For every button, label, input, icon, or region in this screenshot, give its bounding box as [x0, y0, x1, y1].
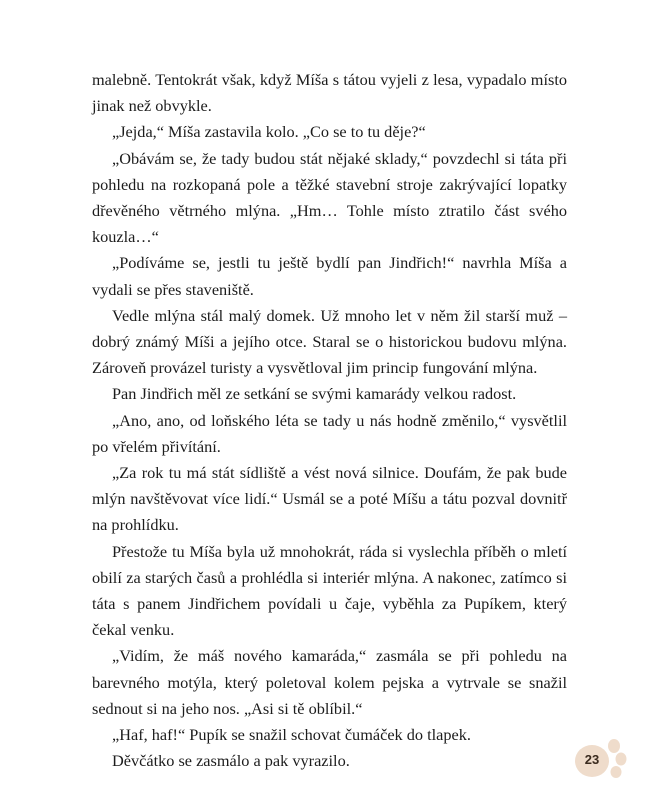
paragraph: Přestože tu Míša byla už mnohokrát, ráda si vyslechla příběh o mletí obilí za starých časů a prohlédla si interiér mlýna. A nakonec, zatímco si táta s panem Jindřichem povídali u čaje, vyběhla za Pupíkem, který čekal venku.: [92, 541, 567, 640]
paragraph: „Podíváme se, jestli tu ještě bydlí pan Jindřich!“ navrhla Míša a vydali se přes staveniště.: [92, 253, 567, 299]
page-number: 23: [584, 752, 600, 767]
paragraph: Vedle mlýna stál malý domek. Už mnoho let v něm žil starší muž – dobrý známý Míši a jejího otce. Staral se o historickou budovu mlýna. Zároveň provázel turisty a vysvětloval jim princip fungování mlýna.: [92, 305, 567, 378]
paragraph: „Vidím, že máš nového kamaráda,“ zasmála se při pohledu na barevného motýla, který poletoval kolem pejska a vytrvale se snažil sednout si na jeho nos. „Asi si tě oblíbil.“: [92, 646, 567, 718]
paragraph: „Za rok tu má stát sídliště a vést nová silnice. Doufám, že pak bude mlýn navštěvovat více lidí.“ Usmál se a poté Míšu a tátu pozval dovnitř na prohlídku.: [92, 463, 567, 535]
paragraph: Děvčátko se zasmálo a pak vyrazilo.: [112, 751, 350, 771]
paragraph: „Haf, haf!“ Pupík se snažil schovat čumáček do tlapek.: [112, 725, 471, 745]
paragraph: „Ano, ano, od loňského léta se tady u nás hodně změnilo,“ vysvětlil po vřelém přivítání.: [92, 410, 567, 456]
paragraph: malebně. Tentokrát však, když Míša s tátou vyjeli z lesa, vypadalo místo jinak než obvykle.: [92, 70, 567, 116]
page-body-text: [92, 67, 567, 774]
page-number-badge: [574, 735, 634, 781]
paragraph: Pan Jindřich měl ze setkání se svými kamarády velkou radost.: [112, 384, 517, 404]
paragraph: „Jejda,“ Míša zastavila kolo. „Co se to tu děje?“: [112, 122, 426, 142]
paragraph: „Obávám se, že tady budou stát nějaké sklady,“ povzdechl si táta při pohledu na rozkopaná pole a těžké stavební stroje zakrývající lopatky dřevěného větrného mlýna. „Hm… Tohle místo ztratilo část svého kouzla…“: [92, 148, 567, 247]
